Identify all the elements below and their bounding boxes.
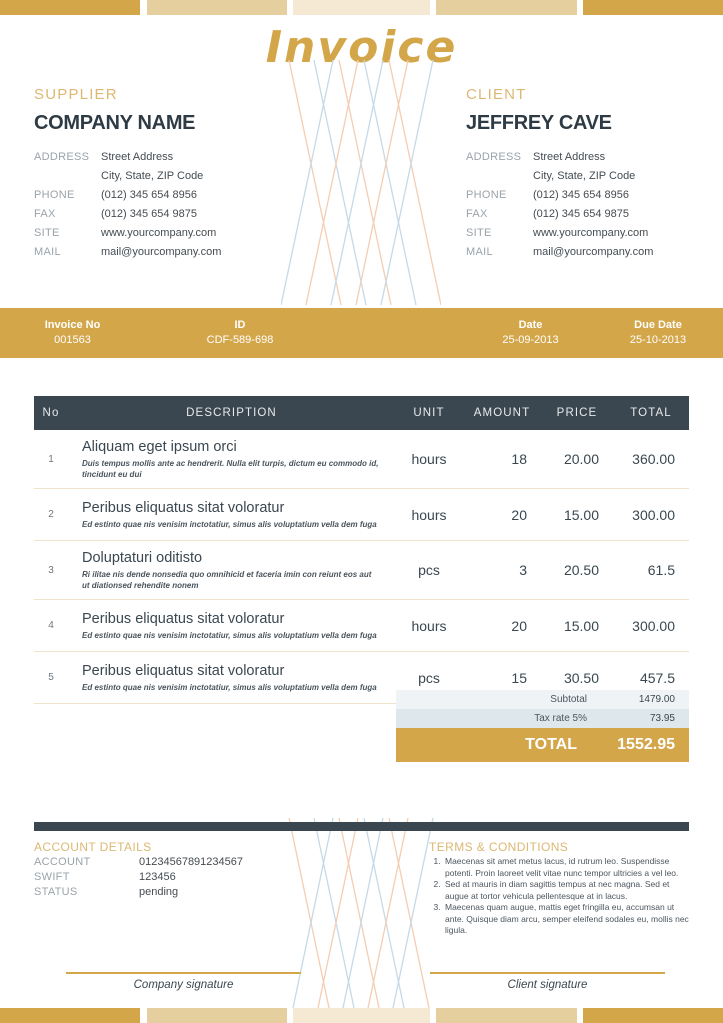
account-detail-row bbox=[34, 870, 394, 885]
subtotal-value: 1479.00 bbox=[638, 694, 675, 705]
account-detail-key: STATUS bbox=[34, 886, 78, 898]
row-amount: 15 bbox=[511, 669, 527, 686]
supplier-detail-key: ADDRESS bbox=[34, 151, 90, 163]
terms-list-item: 2. Sed at mauris in diam sagittis tempus at nec magna. Sed et augue at tortor vehicula pellentesque at in lacus. bbox=[443, 879, 691, 902]
company-signature-line[interactable] bbox=[66, 972, 301, 974]
client-detail-key: FAX bbox=[466, 208, 488, 220]
row-item-subtitle: Duis tempus mollis ante ac hendrerit. Nulla elit turpis, dictum eu commodo id, tincidunt eu dui bbox=[82, 459, 379, 479]
row-description bbox=[68, 549, 395, 591]
terms-and-conditions-block bbox=[429, 840, 691, 937]
column-header-amount: AMOUNT bbox=[473, 407, 531, 419]
client-detail-key: MAIL bbox=[466, 246, 493, 258]
client-mail-value[interactable]: mail@yourcompany.com bbox=[533, 246, 654, 258]
bottom-bar-segment-2 bbox=[147, 1008, 287, 1023]
invoice-number-value: 001563 bbox=[54, 334, 91, 346]
account-details-block bbox=[34, 840, 394, 900]
company-signature-block bbox=[66, 972, 301, 996]
invoice-meta-band bbox=[0, 308, 723, 358]
client-detail-row bbox=[466, 224, 716, 243]
client-block bbox=[466, 86, 716, 262]
row-total: 300.00 bbox=[632, 506, 675, 523]
table-header-row bbox=[34, 396, 689, 430]
company-signature-label: Company signature bbox=[133, 979, 234, 991]
account-details-heading: ACCOUNT DETAILS bbox=[34, 840, 152, 854]
client-detail-row bbox=[466, 186, 716, 205]
row-price: 15.00 bbox=[563, 617, 599, 634]
row-total: 300.00 bbox=[632, 617, 675, 634]
row-item-title: Doluptaturi oditisto bbox=[82, 550, 203, 566]
row-price: 15.00 bbox=[563, 506, 599, 523]
row-number: 1 bbox=[48, 453, 54, 465]
subtotal-row bbox=[396, 690, 689, 709]
row-item-subtitle: Ri ilitae nis dende nonsedia quo omnihicid et faceria imin con reiunt eos aut ut diationsed rehendite nonem bbox=[82, 570, 372, 590]
invoice-id-cell bbox=[145, 318, 335, 348]
invoice-number-label: Invoice No bbox=[44, 319, 101, 331]
bottom-bar-segment-5 bbox=[583, 1008, 723, 1023]
top-bar-segment-1 bbox=[0, 0, 140, 15]
supplier-detail-key: FAX bbox=[34, 208, 56, 220]
client-kicker: CLIENT bbox=[466, 86, 527, 103]
row-amount: 20 bbox=[511, 617, 527, 634]
supplier-site-value[interactable]: www.yourcompany.com bbox=[101, 227, 217, 239]
footer-divider-bar bbox=[34, 822, 689, 831]
supplier-detail-row bbox=[34, 167, 284, 186]
client-detail-key bbox=[466, 167, 533, 186]
row-total: 360.00 bbox=[632, 451, 675, 467]
row-item-subtitle: Ed estinto quae nis venisim inctotatiur, simus alis voluptatium vella dem fuga bbox=[82, 683, 377, 692]
column-header-no: No bbox=[42, 407, 60, 419]
client-detail-key: SITE bbox=[466, 227, 492, 239]
crosshatch-decoration-top bbox=[281, 60, 441, 305]
row-unit: hours bbox=[411, 451, 447, 467]
client-name: JEFFREY CAVE bbox=[466, 112, 612, 134]
table-row bbox=[34, 541, 689, 600]
top-decorative-bar bbox=[0, 0, 723, 15]
invoice-due-date-label: Due Date bbox=[634, 319, 682, 331]
top-bar-segment-5 bbox=[583, 0, 723, 15]
bottom-decorative-bar bbox=[0, 1008, 723, 1023]
row-description bbox=[68, 662, 395, 693]
account-detail-row bbox=[34, 885, 394, 900]
supplier-name: COMPANY NAME bbox=[34, 112, 196, 134]
supplier-detail-value: Street Address bbox=[101, 151, 174, 163]
bottom-bar-segment-3 bbox=[293, 1008, 430, 1023]
supplier-kicker: SUPPLIER bbox=[34, 86, 118, 103]
column-header-description: DESCRIPTION bbox=[186, 407, 277, 419]
column-header-price: PRICE bbox=[556, 407, 598, 419]
account-detail-value: 123456 bbox=[139, 871, 176, 883]
row-unit: hours bbox=[411, 506, 447, 523]
row-number: 5 bbox=[48, 672, 54, 683]
grand-total-row bbox=[396, 728, 689, 762]
invoice-id-label: ID bbox=[234, 319, 246, 331]
invoice-date-value: 25-09-2013 bbox=[502, 334, 559, 346]
row-amount: 3 bbox=[519, 562, 527, 578]
row-item-title: Aliquam eget ipsum orci bbox=[82, 439, 237, 455]
totals-block bbox=[396, 690, 689, 762]
account-detail-key: SWIFT bbox=[34, 871, 70, 883]
table-row bbox=[34, 489, 689, 541]
client-site-value[interactable]: www.yourcompany.com bbox=[533, 227, 649, 239]
row-total: 61.5 bbox=[647, 562, 675, 578]
tax-row bbox=[396, 709, 689, 728]
client-detail-value: (012) 345 654 8956 bbox=[533, 189, 630, 201]
client-detail-value: (012) 345 654 9875 bbox=[533, 208, 630, 220]
row-item-title: Peribus eliquatus sitat voloratur bbox=[82, 663, 285, 679]
row-number: 2 bbox=[48, 509, 54, 520]
row-item-subtitle: Ed estinto quae nis venisim inctotatiur, simus alis voluptatium vella dem fuga bbox=[82, 631, 377, 640]
supplier-block bbox=[34, 86, 284, 262]
row-number: 3 bbox=[48, 564, 54, 576]
supplier-detail-row bbox=[34, 148, 284, 167]
supplier-detail-row bbox=[34, 224, 284, 243]
client-signature-label: Client signature bbox=[507, 979, 588, 991]
terms-list-item: 1. Maecenas sit amet metus lacus, id rutrum leo. Suspendisse potenti. Proin laoreet velit vitae nunc tempor ultricies a vel leo. bbox=[443, 856, 691, 879]
row-number: 4 bbox=[48, 620, 54, 631]
row-amount: 18 bbox=[511, 451, 527, 467]
row-item-title: Peribus eliquatus sitat voloratur bbox=[82, 500, 285, 516]
terms-list-item: 3. Maecenas quam augue, mattis eget fringilla eu, accumsan ut ante. Quisque diam arcu, semper eleifend sodales eu, mollis nec ligula. bbox=[443, 902, 691, 937]
tax-value: 73.95 bbox=[649, 713, 675, 724]
grand-total-label: TOTAL bbox=[525, 736, 577, 753]
client-detail-key: ADDRESS bbox=[466, 151, 522, 163]
supplier-detail-row bbox=[34, 186, 284, 205]
client-detail-row bbox=[466, 243, 716, 262]
row-unit: hours bbox=[411, 617, 447, 634]
row-total: 457.5 bbox=[639, 669, 675, 686]
account-detail-value: 01234567891234567 bbox=[139, 856, 244, 868]
page-title: Invoice bbox=[265, 22, 458, 73]
invoice-date-cell bbox=[468, 318, 593, 348]
terms-heading: TERMS & CONDITIONS bbox=[429, 840, 569, 854]
client-signature-line[interactable] bbox=[430, 972, 665, 974]
client-detail-value: Street Address bbox=[533, 151, 606, 163]
invoice-id-value: CDF-589-698 bbox=[206, 334, 274, 346]
bottom-bar-segment-4 bbox=[436, 1008, 576, 1023]
tax-label: Tax rate 5% bbox=[534, 713, 587, 724]
account-detail-row bbox=[34, 855, 394, 870]
line-items-table bbox=[34, 396, 689, 704]
invoice-due-date-value: 25-10-2013 bbox=[629, 334, 687, 346]
invoice-number-cell bbox=[0, 318, 145, 348]
row-unit: pcs bbox=[418, 562, 440, 578]
supplier-mail-value[interactable]: mail@yourcompany.com bbox=[101, 246, 222, 258]
supplier-detail-value: City, State, ZIP Code bbox=[101, 170, 204, 182]
subtotal-label: Subtotal bbox=[550, 694, 587, 705]
column-header-unit: UNIT bbox=[413, 407, 445, 419]
table-row bbox=[34, 430, 689, 489]
supplier-detail-value: (012) 345 654 8956 bbox=[101, 189, 198, 201]
account-detail-key: ACCOUNT bbox=[34, 856, 91, 868]
supplier-detail-value: (012) 345 654 9875 bbox=[101, 208, 198, 220]
invoice-date-label: Date bbox=[518, 319, 543, 331]
invoice-due-date-cell bbox=[593, 318, 723, 348]
supplier-detail-key: PHONE bbox=[34, 189, 75, 201]
supplier-detail-key: SITE bbox=[34, 227, 60, 239]
top-bar-segment-2 bbox=[147, 0, 287, 15]
row-price: 30.50 bbox=[563, 669, 599, 686]
client-signature-block bbox=[430, 972, 665, 996]
row-description bbox=[68, 438, 395, 480]
terms-list bbox=[443, 856, 691, 937]
row-price: 20.50 bbox=[563, 562, 599, 578]
status-badge: pending bbox=[139, 886, 179, 898]
grand-total-value: 1552.95 bbox=[617, 736, 675, 753]
supplier-detail-key: MAIL bbox=[34, 246, 61, 258]
client-detail-value: City, State, ZIP Code bbox=[533, 170, 636, 182]
row-description bbox=[68, 610, 395, 641]
row-unit: pcs bbox=[418, 669, 440, 686]
client-detail-key: PHONE bbox=[466, 189, 507, 201]
row-item-title: Peribus eliquatus sitat voloratur bbox=[82, 611, 285, 627]
row-amount: 20 bbox=[511, 506, 527, 523]
supplier-detail-row bbox=[34, 243, 284, 262]
row-description bbox=[68, 499, 395, 530]
supplier-detail-row bbox=[34, 205, 284, 224]
row-item-subtitle: Ed estinto quae nis venisim inctotatiur, simus alis voluptatium vella dem fuga bbox=[82, 520, 377, 529]
row-price: 20.00 bbox=[563, 451, 599, 467]
client-detail-row bbox=[466, 148, 716, 167]
supplier-detail-key bbox=[34, 167, 101, 186]
table-row bbox=[34, 600, 689, 652]
client-detail-row bbox=[466, 167, 716, 186]
top-bar-segment-4 bbox=[436, 0, 576, 15]
client-detail-row bbox=[466, 205, 716, 224]
top-bar-segment-3 bbox=[293, 0, 430, 15]
bottom-bar-segment-1 bbox=[0, 1008, 140, 1023]
column-header-total: TOTAL bbox=[630, 407, 672, 419]
